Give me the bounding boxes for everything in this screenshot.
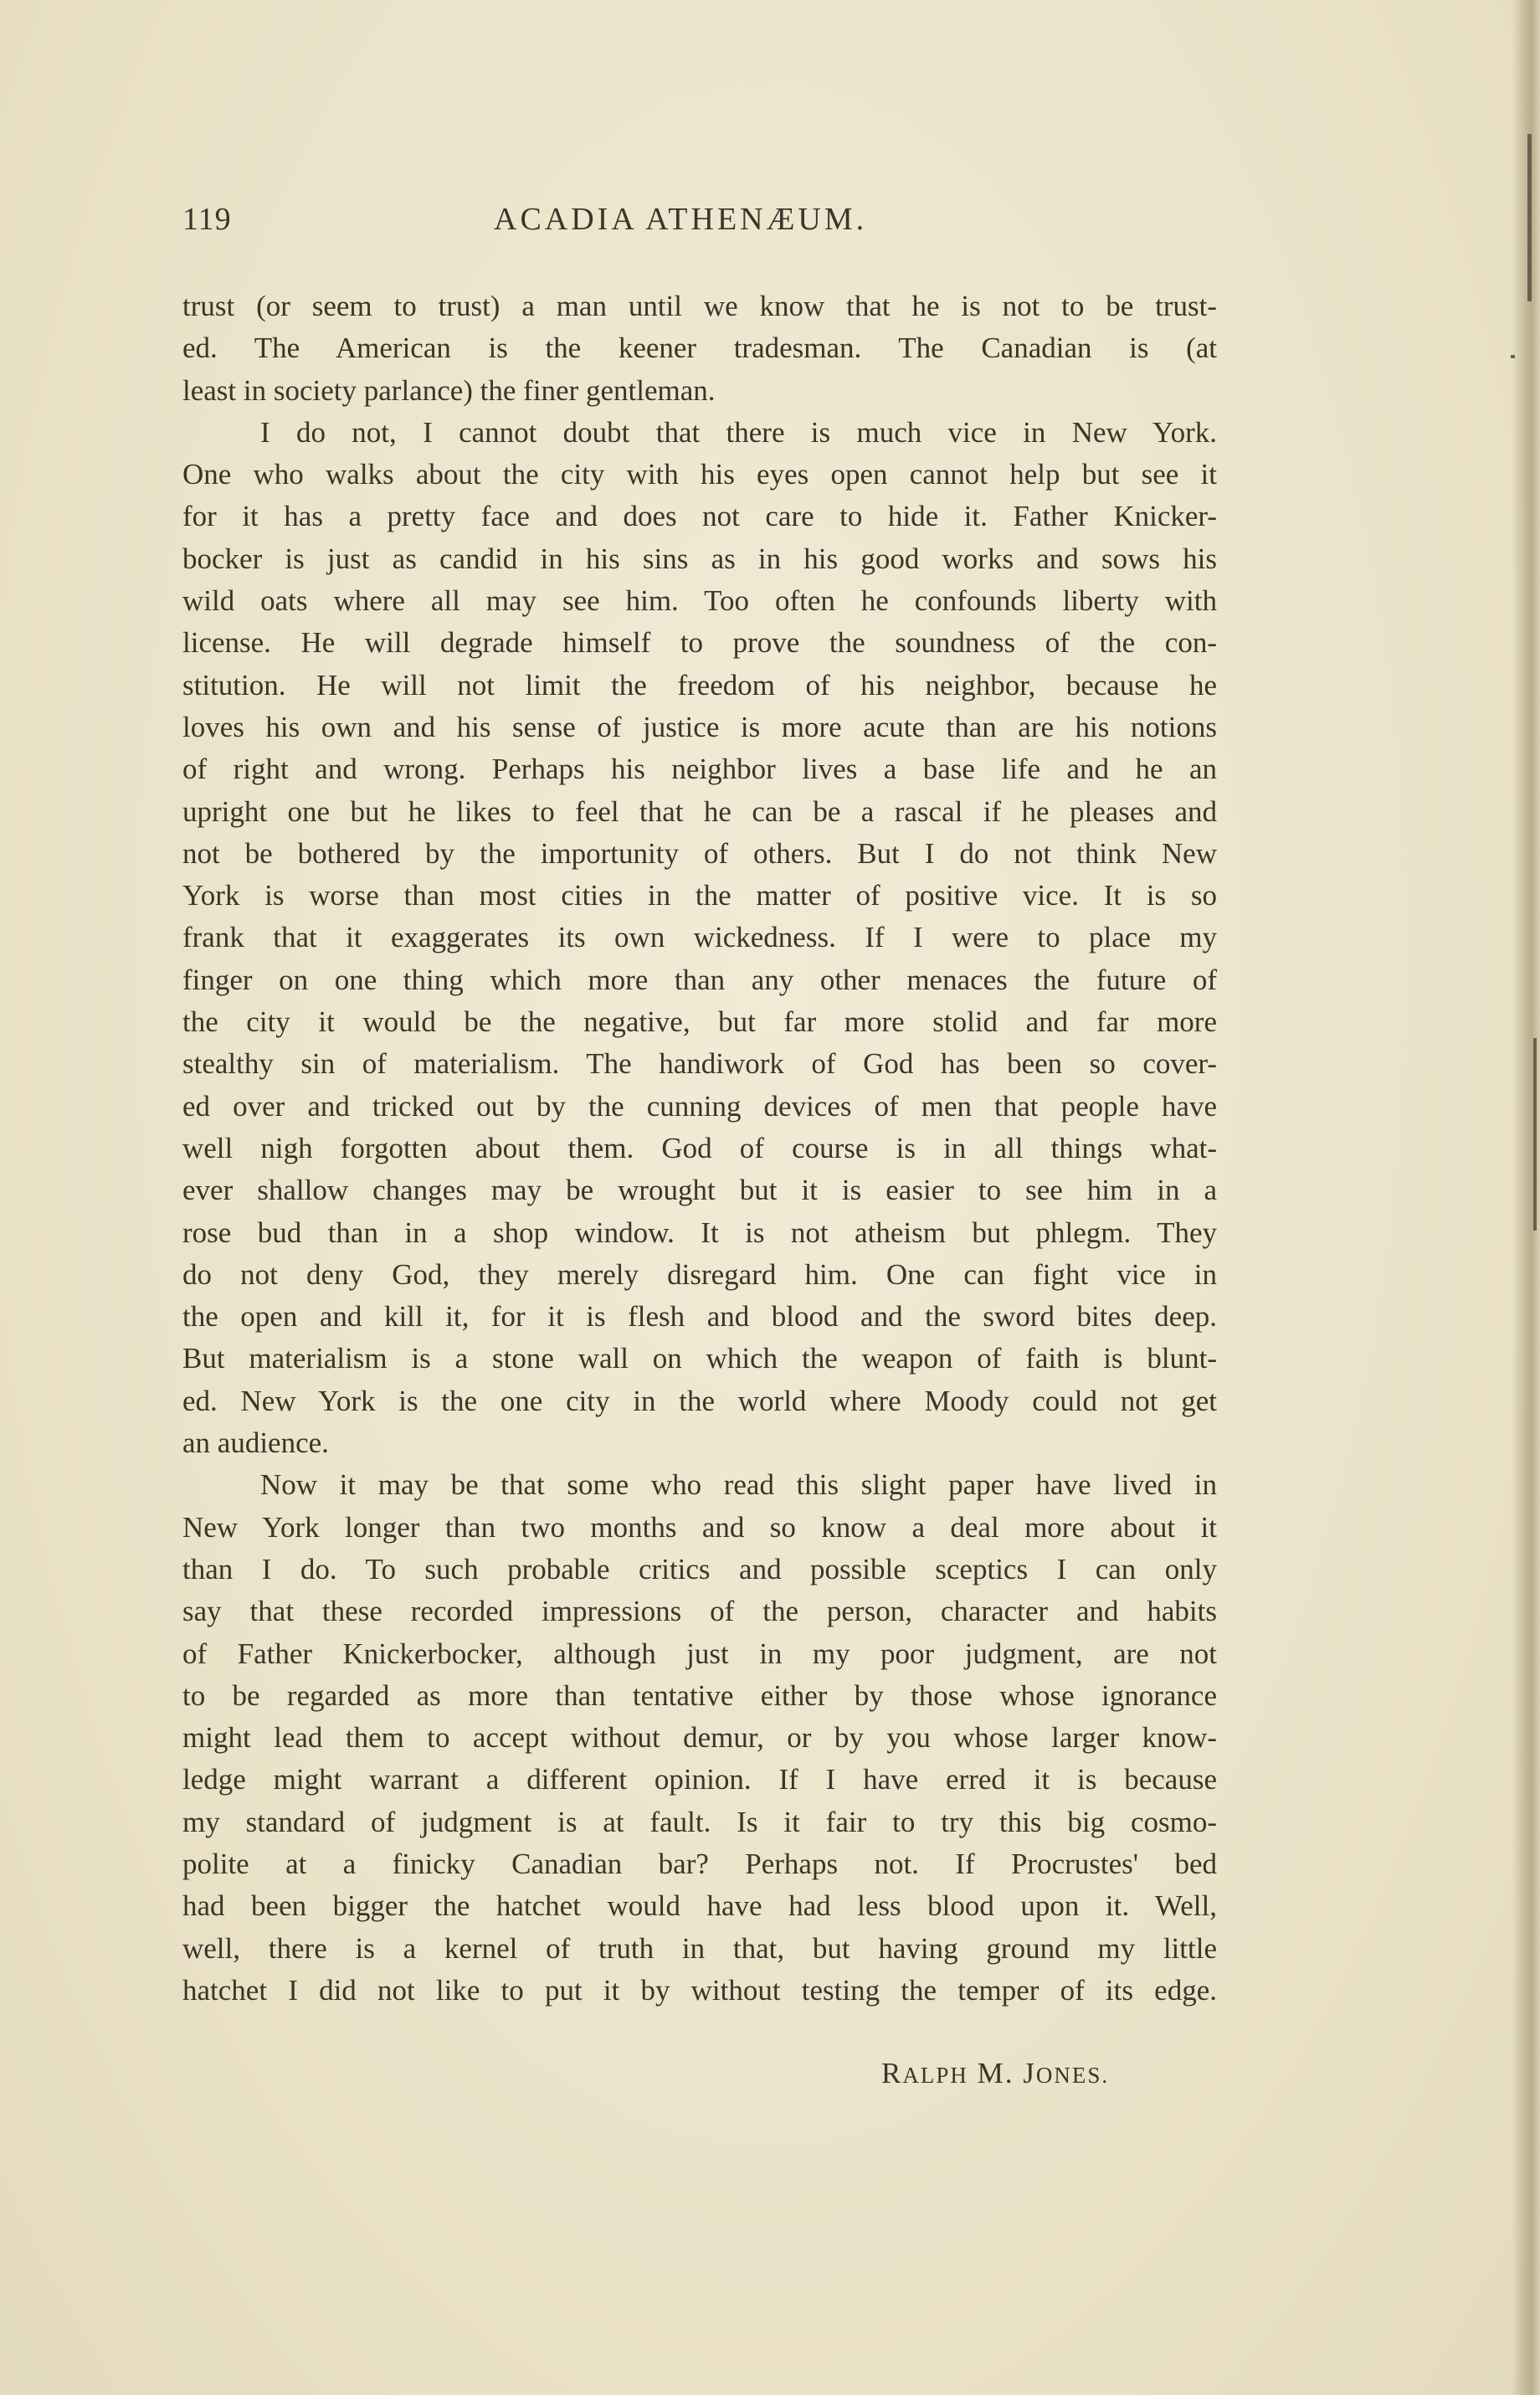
text-line: I do not, I cannot doubt that there is much vice in New York. [260,415,1217,449]
text-line: than I do. To such probable critics and possible sceptics I can only [182,1552,1217,1586]
signature-initial: J [1023,2057,1036,2089]
page-header [182,201,1217,243]
article-body [182,285,1217,2012]
text-line: least in society parlance) the finer gentleman. [182,373,716,407]
signature-middle: M. [977,2057,1014,2089]
text-line: loves his own and his sense of justice is more acute than are his notions [182,710,1217,743]
text-line: ed. The American is the keener tradesman. The Canadian is (at [182,331,1217,365]
text-line: an audience. [182,1426,329,1460]
text-line: my standard of judgment is at fault. Is it fair to try this big cosmo- [182,1805,1217,1838]
text-line: polite at a finicky Canadian bar? Perhaps not. If Procrustes' bed [182,1847,1217,1880]
text-line: rose bud than in a shop window. It is not atheism but phlegm. They [182,1215,1217,1249]
text-line: for it has a pretty face and does not care to hide it. Father Knicker- [182,500,1217,533]
text-line: ed over and tricked out by the cunning devices of men that people have [182,1089,1217,1123]
text-line: not be bothered by the importunity of others. But I do not think New [182,836,1217,870]
text-line: New York longer than two months and so know a deal more about it [182,1510,1217,1544]
text-line: license. He will degrade himself to prove the soundness of the con- [182,626,1217,660]
text-line: frank that it exaggerates its own wickedness. If I were to place my [182,921,1217,954]
text-line: stealthy sin of materialism. The handiwork of God has been so cover- [182,1047,1217,1081]
text-line: One who walks about the city with his eyes open cannot help but see it [182,458,1217,491]
author-signature [881,2053,1109,2096]
text-line: York is worse than most cities in the matter of positive vice. It is so [182,879,1217,912]
edge-mark [1527,134,1532,301]
text-line: But materialism is a stone wall on which the weapon of faith is blunt- [182,1342,1217,1375]
text-line: to be regarded as more than tentative either by those whose ignorance [182,1678,1217,1712]
text-line: trust (or seem to trust) a man until we know that he is not to be trust- [182,290,1217,322]
edge-mark [1511,355,1515,358]
text-line: had been bigger the hatchet would have had less blood upon it. Well, [182,1889,1217,1923]
text-line: of right and wrong. Perhaps his neighbor lives a base life and he an [182,753,1217,786]
text-line: ledge might warrant a different opinion. If I have erred it is because [182,1763,1217,1796]
text-line: hatchet I did not like to put it by without testing the temper of its edge. [182,1973,1217,2007]
text-line: Now it may be that some who read this slight paper have lived in [260,1468,1217,1502]
edge-mark [1533,1038,1537,1231]
text-line: upright one but he likes to feel that he can be a rascal if he pleases and [182,794,1217,828]
signature-smallcaps: ONES. [1035,2063,1110,2088]
text-line: well, there is a kernel of truth in that, but having ground my little [182,1931,1217,1965]
text-line: do not deny God, they merely disregard him. One can fight vice in [182,1257,1217,1291]
text-line: ed. New York is the one city in the world where Moody could not get [182,1384,1217,1417]
text-line: might lead them to accept without demur, or by you whose larger know- [182,1721,1217,1755]
text-line: stitution. He will not limit the freedom of his neighbor, because he [182,668,1217,702]
signature-initial: R [881,2057,903,2089]
page-number: 119 [182,202,232,237]
signature-smallcaps: ALPH [902,2063,968,2088]
text-line: the city it would be the negative, but far more stolid and far more [182,1005,1217,1039]
text-line: ever shallow changes may be wrought but it is easier to see him in a [182,1174,1217,1207]
text-line: say that these recorded impressions of the person, character and habits [182,1595,1217,1628]
text-line: of Father Knickerbocker, although just in my poor judgment, are not [182,1637,1217,1670]
running-head: ACADIA ATHENÆUM. [494,202,868,237]
text-line: the open and kill it, for it is flesh and blood and the sword bites deep. [182,1300,1217,1334]
text-line: well nigh forgotten about them. God of course is in all things what- [182,1131,1217,1164]
text-line: bocker is just as candid in his sins as in his good works and sows his [182,542,1217,575]
text-line: wild oats where all may see him. Too often he confounds liberty with [182,584,1217,618]
text-line: finger on one thing which more than any other menaces the future of [182,963,1217,996]
